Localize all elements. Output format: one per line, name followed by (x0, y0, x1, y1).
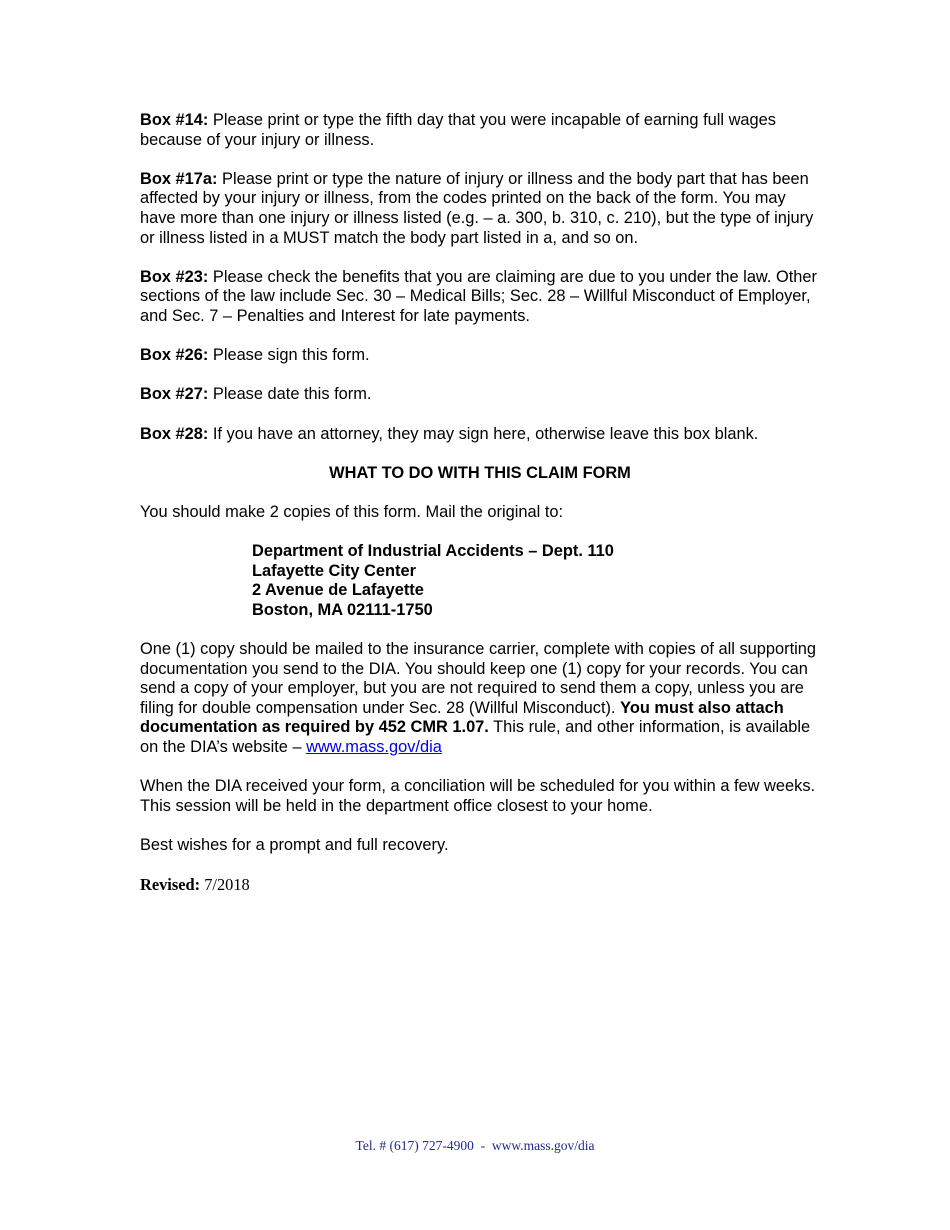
box-23-label: Box #23: (140, 267, 209, 286)
box-27-label: Box #27: (140, 385, 209, 404)
box-23-instruction (140, 268, 820, 327)
box-17a-label: Box #17a: (140, 169, 218, 188)
box-26-instruction (140, 346, 820, 366)
box-28-label: Box #28: (140, 424, 209, 443)
box-23-text: Please check the benefits that you are claiming are due to you under the law. Other sections of the law include Sec. 30 – Medical Bills; Sec. 28 – Willful Misconduct of Employer, and Sec. 7 – Penalties and Interest for late payments. (140, 267, 817, 325)
box-26-text: Please sign this form. (208, 346, 370, 365)
box-28-text: If you have an attorney, they may sign here, otherwise leave this box blank. (208, 424, 759, 443)
address-line-2: Lafayette City Center (252, 561, 416, 580)
documentation-requirement: You must also attach documentation as required by 452 CMR 1.07. (140, 698, 784, 737)
copies-text-2: This rule, and other information, is available on the DIA’s website – (140, 718, 811, 756)
address-line-4: Boston, MA 02111-1750 (252, 600, 433, 619)
revised-value: 7/2018 (200, 875, 250, 895)
page-footer: Tel. # (617) 727-4900 - www.mass.gov/dia (355, 1138, 595, 1153)
mailing-address (252, 542, 820, 620)
box-26-label: Box #26: (140, 346, 209, 365)
address-line-1: Department of Industrial Accidents – Dept. 110 (252, 542, 614, 561)
address-line-3: 2 Avenue de Lafayette (252, 581, 424, 600)
copies-paragraph (140, 640, 820, 758)
box-17a-text: Please print or type the nature of injury or illness and the body part that has been affected by your injury or illness, from the codes printed on the back of the form. You may have more than one injury or illness listed (e.g. – a. 300, b. 310, c. 210), but the type of injury or illness listed in a MUST match the body part listed in a, and so on. (140, 169, 814, 247)
box-14-instruction (140, 111, 820, 150)
revised-label: Revised: (140, 875, 201, 895)
box-28-instruction (140, 425, 820, 445)
box-17a-instruction (140, 170, 820, 248)
copies-text-1: One (1) copy should be mailed to the insurance carrier, complete with copies of all supporting documentation you send to the DIA. You should keep one (1) copy for your records. You can send a copy of your employer, but you are not required to send them a copy, unless you are filing for double compensation under Sec. 28 (Willful Misconduct). (140, 640, 817, 717)
closing-line: Best wishes for a prompt and full recovery. (140, 835, 449, 854)
box-14-text: Please print or type the fifth day that you were incapable of earning full wages because of your injury or illness. (140, 111, 776, 149)
conciliation-paragraph: When the DIA received your form, a conciliation will be scheduled for you within a few weeks. This session will be held in the department office closest to your home. (140, 777, 816, 815)
box-27-text: Please date this form. (208, 385, 372, 404)
document-page (140, 111, 820, 914)
mail-intro: You should make 2 copies of this form. Mail the original to: (140, 502, 564, 521)
box-14-label: Box #14: (140, 111, 209, 129)
box-27-instruction (140, 385, 820, 405)
section-heading: WHAT TO DO WITH THIS CLAIM FORM (329, 463, 631, 482)
revised-date (140, 875, 820, 895)
dia-website-link[interactable]: www.mass.gov/dia (306, 738, 442, 756)
